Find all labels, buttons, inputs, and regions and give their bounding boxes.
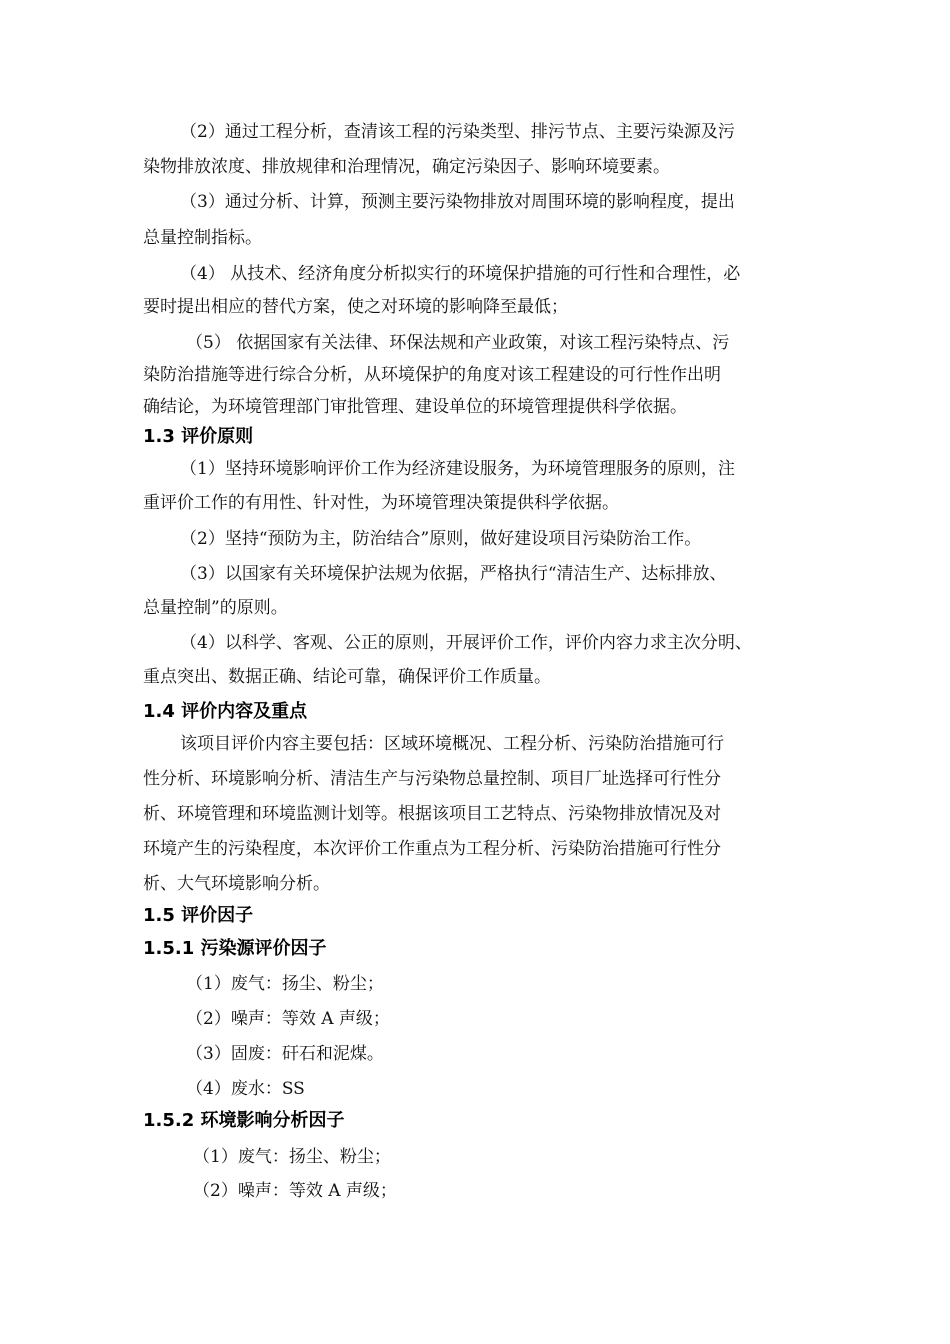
paragraph-line: 染防治措施等进行综合分析，从环境保护的角度对该工程建设的可行性作出明 [143,365,721,385]
paragraph-line: 总量控制”的原则。 [143,598,288,618]
section-heading: 1.5 评价因子 [143,905,254,926]
subsection-heading: 1.5.1 污染源评价因子 [143,938,327,959]
list-item: （1）废气：扬尘、粉尘； [186,974,384,994]
list-item: （4）废水：SS [186,1079,305,1099]
paragraph-line: 析、大气环境影响分析。 [143,874,330,894]
list-item: （1）废气：扬尘、粉尘； [193,1147,391,1167]
paragraph-line: （2）通过工程分析，查清该工程的污染类型、排污节点、主要污染源及污 [180,122,735,142]
paragraph-line: 重评价工作的有用性、针对性，为环境管理决策提供科学依据。 [143,493,619,513]
paragraph-line: 染物排放浓度、排放规律和治理情况，确定污染因子、影响环境要素。 [143,157,670,177]
paragraph-line: （3）通过分析、计算，预测主要污染物排放对周围环境的影响程度，提出 [180,192,735,212]
paragraph-line: 重点突出、数据正确、结论可靠，确保评价工作质量。 [143,667,551,687]
paragraph-line: 环境产生的污染程度，本次评价工作重点为工程分析、污染防治措施可行性分 [143,839,721,859]
section-heading: 1.4 评价内容及重点 [143,701,308,722]
paragraph-line: （4）以科学、客观、公正的原则，开展评价工作，评价内容力求主次分明、 [180,633,752,653]
list-item: （2）噪声：等效 A 声级； [193,1181,397,1201]
paragraph-line: （1）坚持环境影响评价工作为经济建设服务，为环境管理服务的原则，注 [180,459,735,479]
paragraph-line: 总量控制指标。 [143,228,262,248]
list-item: （2）噪声：等效 A 声级； [186,1009,390,1029]
paragraph-line: （2）坚持“预防为主，防治结合”原则，做好建设项目污染防治工作。 [180,529,702,549]
paragraph-line: 该项目评价内容主要包括：区域环境概况、工程分析、污染防治措施可行 [180,734,724,754]
paragraph-line: （5） 依据国家有关法律、环保法规和产业政策，对该工程污染特点、污 [186,333,730,353]
paragraph-line: （3）以国家有关环境保护法规为依据，严格执行“清洁生产、达标排放、 [180,564,727,584]
subsection-heading: 1.5.2 环境影响分析因子 [143,1110,345,1131]
list-item: （3）固废：矸石和泥煤。 [186,1044,384,1064]
paragraph-line: 性分析、环境影响分析、清洁生产与污染物总量控制、项目厂址选择可行性分 [143,769,721,789]
paragraph-line: 析、环境管理和环境监测计划等。根据该项目工艺特点、污染物排放情况及对 [143,804,721,824]
paragraph-line: 确结论，为环境管理部门审批管理、建设单位的环境管理提供科学依据。 [143,397,687,417]
paragraph-line: 要时提出相应的替代方案，使之对环境的影响降至最低； [143,297,568,317]
paragraph-line: （4） 从技术、经济角度分析拟实行的环境保护措施的可行性和合理性，必 [180,264,741,284]
section-heading: 1.3 评价原则 [143,426,254,447]
